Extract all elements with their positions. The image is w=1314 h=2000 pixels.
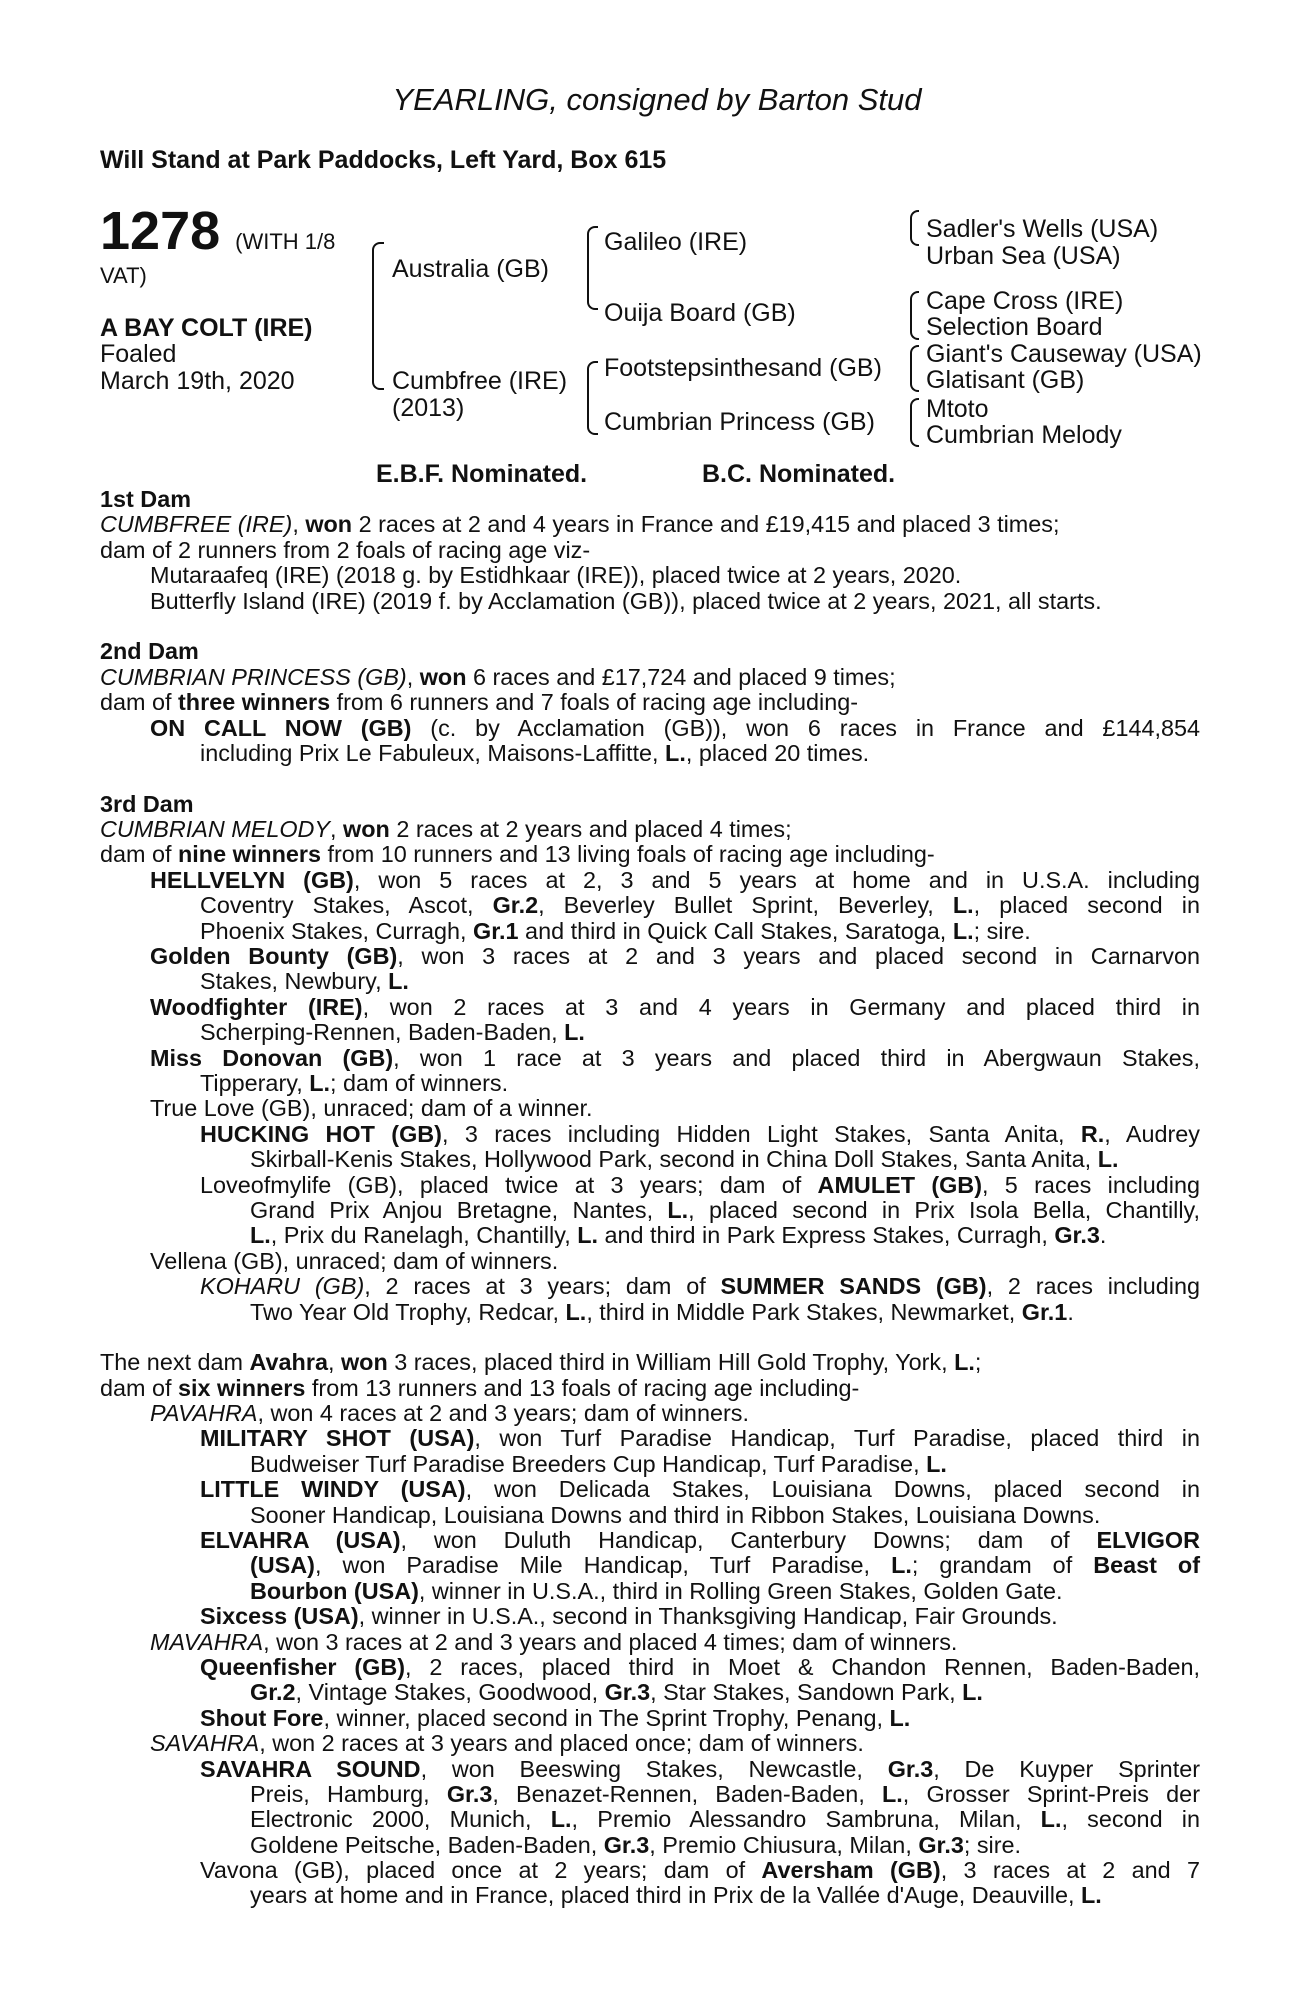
produce-line: Queenfisher (GB), 2 races, placed third in Moet & Chandon Rennen, Baden-Baden, [200, 1653, 1200, 1680]
foaled-label: Foaled [100, 340, 177, 368]
third-dam-record: CUMBRIAN MELODY, won 2 races at 2 years and placed 4 times; [100, 816, 792, 843]
produce-line: Sooner Handicap, Louisiana Downs and third in Ribbon Stakes, Louisiana Downs. [250, 1501, 1101, 1528]
produce-line: Electronic 2000, Munich, L., Premio Alessandro Sambruna, Milan, L., second in [250, 1806, 1200, 1833]
pedigree-sire: Australia (GB) [392, 255, 549, 283]
pedigree-dam-year: (2013) [392, 394, 465, 422]
produce-line: Preis, Hamburg, Gr.3, Benazet-Rennen, Baden-Baden, L., Grosser Sprint-Preis der [250, 1780, 1200, 1807]
produce-line: LITTLE WINDY (USA), won Delicada Stakes, Louisiana Downs, placed second in [200, 1476, 1200, 1503]
pedigree-ddd: Cumbrian Melody [926, 421, 1122, 449]
produce-line: (USA), won Paradise Mile Handicap, Turf Paradise, L.; grandam of Beast of [250, 1552, 1200, 1579]
produce-line: Goldene Peitsche, Baden-Baden, Gr.3, Premio Chiusura, Milan, Gr.3; sire. [250, 1831, 1022, 1858]
pedigree-brace-dd [910, 398, 919, 447]
first-dam-record: CUMBFREE (IRE), won 2 races at 2 and 4 years in France and £19,415 and placed 3 times; [100, 511, 1060, 538]
third-dam-heading: 3rd Dam [100, 790, 194, 817]
produce-line: Vavona (GB), placed once at 2 years; dam of Aversham (GB), 3 races at 2 and 7 [200, 1857, 1200, 1884]
pedigree-brace-sd [910, 291, 919, 340]
produce-line: KOHARU (GB), 2 races at 3 years; dam of SUMMER SANDS (GB), 2 races including [200, 1273, 1201, 1300]
pedigree-sdd: Selection Board [926, 313, 1103, 341]
vat-note-cont: VAT) [100, 263, 147, 288]
produce-line: Woodfighter (IRE), won 2 races at 3 and 4 years in Germany and placed third in [150, 993, 1200, 1020]
next-dam-record: The next dam Avahra, won 3 races, placed third in William Hill Gold Trophy, York, L.; [100, 1349, 982, 1376]
produce-line: MILITARY SHOT (USA), won Turf Paradise Handicap, Turf Paradise, placed third in [200, 1425, 1201, 1452]
vat-note: (WITH 1/8 [235, 229, 336, 254]
produce-line: Vellena (GB), unraced; dam of winners. [150, 1247, 559, 1274]
produce-line: Loveofmylife (GB), placed twice at 3 years; dam of AMULET (GB), 5 races including [200, 1171, 1200, 1198]
pedigree-dam-sire: Footstepsinthesand (GB) [604, 354, 882, 382]
produce-line: Budweiser Turf Paradise Breeders Cup Handicap, Turf Paradise, L. [250, 1450, 947, 1477]
pedigree-brace-main [372, 242, 384, 390]
pedigree-dss: Giant's Causeway (USA) [926, 340, 1202, 368]
lot-number-line [100, 203, 335, 270]
second-dam-record: CUMBRIAN PRINCESS (GB), won 6 races and £17,724 and placed 9 times; [100, 663, 896, 690]
produce-line: Stakes, Newbury, L. [200, 968, 409, 995]
stand-location: Will Stand at Park Paddocks, Left Yard, Box 615 [100, 146, 667, 174]
next-dam-produce: dam of six winners from 13 runners and 13 foals of racing age including- [100, 1374, 860, 1401]
first-dam-heading: 1st Dam [100, 486, 192, 512]
produce-line: Grand Prix Anjou Bretagne, Nantes, L., placed second in Prix Isola Bella, Chantilly, [250, 1196, 1200, 1223]
produce-line: Mutaraafeq (IRE) (2018 g. by Estidhkaar (IRE)), placed twice at 2 years, 2020. [150, 562, 962, 589]
produce-line: Bourbon (USA), winner in U.S.A., third in Rolling Green Stakes, Golden Gate. [250, 1577, 1063, 1604]
produce-line: Phoenix Stakes, Curragh, Gr.1 and third in Quick Call Stakes, Saratoga, L.; sire. [200, 917, 1031, 944]
first-dam-produce: dam of 2 runners from 2 foals of racing age viz- [100, 536, 591, 563]
foaled-date: March 19th, 2020 [100, 367, 295, 395]
produce-line: Scherping-Rennen, Baden-Baden, L. [200, 1019, 585, 1046]
produce-line: ELVAHRA (USA), won Duluth Handicap, Canterbury Downs; dam of ELVIGOR [200, 1527, 1200, 1554]
produce-line: ON CALL NOW (GB) (c. by Acclamation (GB)), won 6 races in France and £144,854 [150, 714, 1200, 741]
produce-line: Butterfly Island (IRE) (2019 f. by Acclamation (GB)), placed twice at 2 years, 2021, all starts. [150, 587, 1102, 614]
ebf-nominated: E.B.F. Nominated. [376, 460, 588, 488]
produce-line: PAVAHRA, won 4 races at 2 and 3 years; dam of winners. [150, 1400, 749, 1427]
bc-nominated: B.C. Nominated. [702, 460, 896, 488]
pedigree-ssd: Urban Sea (USA) [926, 242, 1121, 270]
produce-line: HUCKING HOT (GB), 3 races including Hidden Light Stakes, Santa Anita, R., Audrey [200, 1120, 1200, 1147]
produce-line: SAVAHRA, won 2 races at 3 years and placed once; dam of winners. [150, 1730, 864, 1757]
produce-line: SAVAHRA SOUND, won Beeswing Stakes, Newcastle, Gr.3, De Kuyper Sprinter [200, 1755, 1200, 1782]
pedigree-dsd: Glatisant (GB) [926, 366, 1085, 394]
produce-line: years at home and in France, placed third in Prix de la Vallée d'Auge, Deauville, L. [250, 1882, 1102, 1909]
pedigree-dds: Mtoto [926, 395, 989, 423]
pedigree-sss: Sadler's Wells (USA) [926, 215, 1159, 243]
pedigree-brace-dam [587, 361, 598, 435]
produce-line: Miss Donovan (GB), won 1 race at 3 years and placed third in Abergwaun Stakes, [150, 1044, 1200, 1071]
pedigree-brace-ds [910, 345, 919, 392]
produce-line: including Prix Le Fabuleux, Maisons-Laffitte, L., placed 20 times. [200, 739, 870, 766]
pedigree-brace-sire [587, 226, 598, 310]
pedigree-dam: Cumbfree (IRE) [392, 367, 568, 395]
second-dam-heading: 2nd Dam [100, 638, 199, 665]
pedigree-sire-sire: Galileo (IRE) [604, 228, 748, 256]
produce-line: Two Year Old Trophy, Redcar, L., third in Middle Park Stakes, Newmarket, Gr.1. [250, 1298, 1074, 1325]
page-title: YEARLING, consigned by Barton Stud [392, 82, 922, 117]
lot-number: 1278 [100, 201, 221, 261]
produce-line: Tipperary, L.; dam of winners. [200, 1069, 509, 1096]
lot-description: A BAY COLT (IRE) [100, 314, 313, 342]
second-dam-produce: dam of three winners from 6 runners and 7 foals of racing age including- [100, 689, 858, 716]
catalogue-body [100, 487, 1200, 1909]
produce-line: Shout Fore, winner, placed second in The Sprint Trophy, Penang, L. [200, 1704, 911, 1731]
third-dam-produce: dam of nine winners from 10 runners and 13 living foals of racing age including- [100, 841, 935, 868]
produce-line: MAVAHRA, won 3 races at 2 and 3 years and placed 4 times; dam of winners. [150, 1628, 958, 1655]
pedigree-brace-ss [910, 210, 919, 246]
pedigree-sire-dam: Ouija Board (GB) [604, 299, 796, 327]
pedigree-dam-dam: Cumbrian Princess (GB) [604, 408, 875, 436]
pedigree-sds: Cape Cross (IRE) [926, 287, 1124, 315]
produce-line: True Love (GB), unraced; dam of a winner. [150, 1095, 593, 1122]
produce-line: Coventry Stakes, Ascot, Gr.2, Beverley Bullet Sprint, Beverley, L., placed second in [200, 892, 1200, 919]
produce-line: HELLVELYN (GB), won 5 races at 2, 3 and 5 years at home and in U.S.A. including [150, 866, 1200, 893]
produce-line: Sixcess (USA), winner in U.S.A., second in Thanksgiving Handicap, Fair Grounds. [200, 1603, 1058, 1630]
produce-line: Gr.2, Vintage Stakes, Goodwood, Gr.3, Star Stakes, Sandown Park, L. [250, 1679, 983, 1706]
produce-line: Skirball-Kenis Stakes, Hollywood Park, second in China Doll Stakes, Santa Anita, L. [250, 1146, 1119, 1173]
produce-line: L., Prix du Ranelagh, Chantilly, L. and third in Park Express Stakes, Curragh, Gr.3. [250, 1222, 1107, 1249]
produce-line: Golden Bounty (GB), won 3 races at 2 and 3 years and placed second in Carnarvon [150, 943, 1201, 970]
